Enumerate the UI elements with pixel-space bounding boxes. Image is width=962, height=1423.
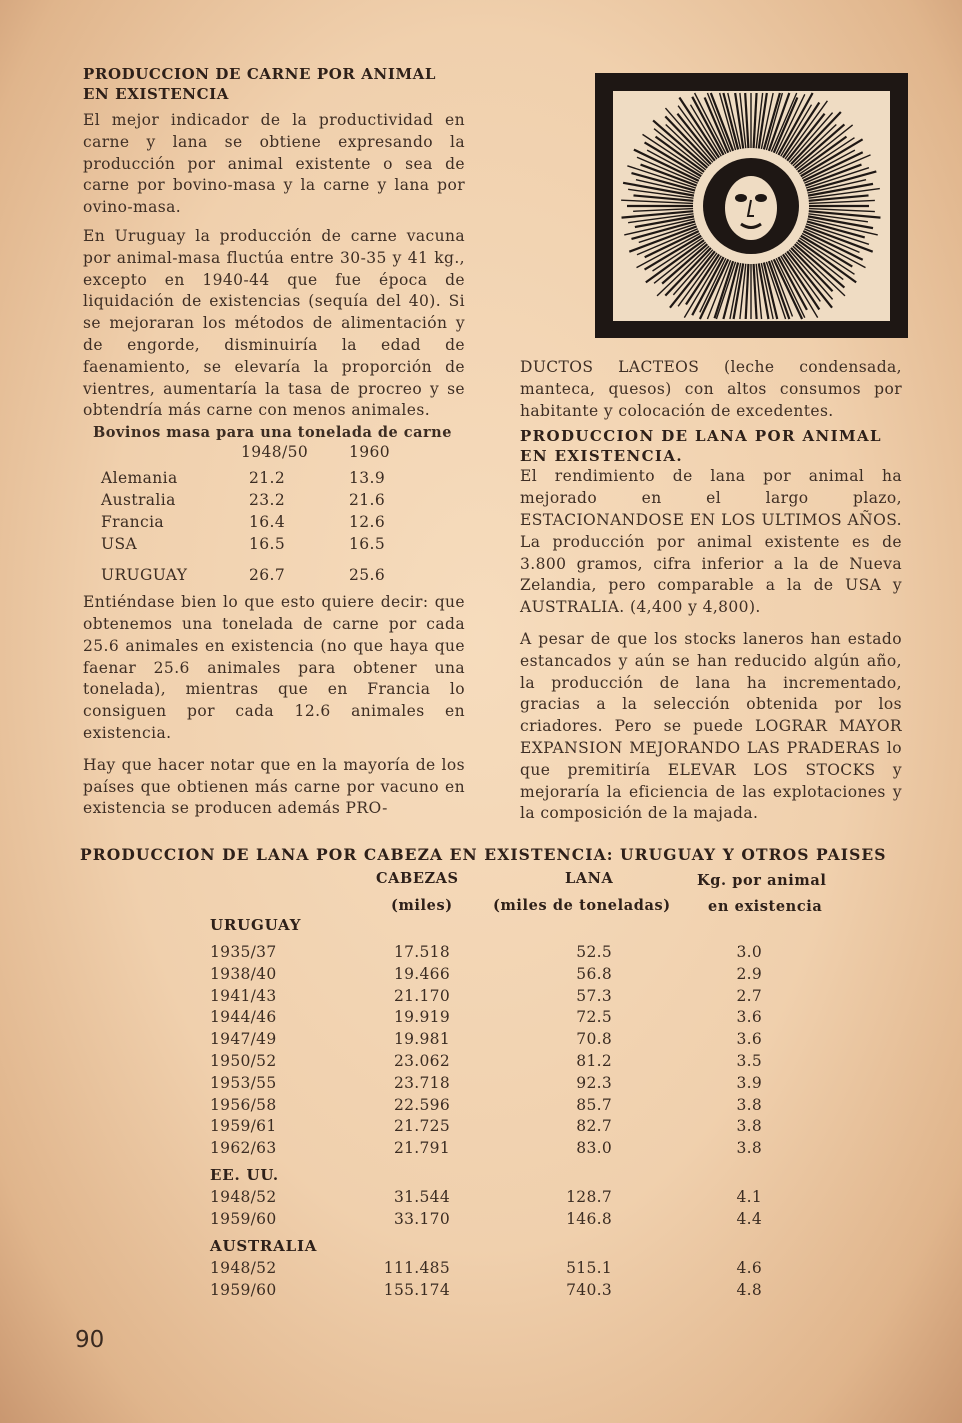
wool-table-title: PRODUCCION DE LANA POR CABEZA EN EXISTENCIA: URUGUAY Y OTROS PAISES	[80, 845, 887, 864]
cell-period: 1947/49	[210, 1030, 277, 1049]
page-number: 90	[75, 1327, 105, 1353]
bovinos-row: Alemania 21.2 13.9	[101, 469, 386, 488]
bovinos-table-title: Bovinos masa para una tonelada de carne	[93, 424, 452, 442]
cell-kg: 2.9	[736, 964, 762, 983]
col-header-heads: CABEZAS	[376, 870, 459, 887]
cell-period: 1956/58	[210, 1095, 277, 1114]
paragraph: DUCTOS LACTEOS (leche condensada, manteca, quesos) con altos consumos por habitante y colocación de excedentes.	[520, 358, 902, 420]
cell-heads: 17.518	[393, 943, 450, 961]
left-text-2	[83, 592, 465, 820]
cell-heads: 31.544	[393, 1188, 450, 1206]
cell-kg: 3.8	[736, 1139, 762, 1158]
cell-period: 1935/37	[210, 943, 277, 961]
section-heading-wool	[520, 426, 902, 466]
cell-kg: 3.9	[736, 1073, 762, 1092]
cell-kg: 2.7	[736, 986, 762, 1005]
cell-kg: 3.6	[736, 1030, 762, 1049]
col-header-wool-unit: (miles de toneladas)	[493, 897, 671, 914]
cell-period: 1962/63	[210, 1139, 277, 1158]
cell-wool: 515.1	[566, 1259, 612, 1277]
cell-heads: 111.485	[383, 1259, 450, 1277]
wool-group-label: AUSTRALIA	[210, 1237, 318, 1255]
col-header-1960: 1960	[349, 443, 391, 462]
wool-group-label: URUGUAY	[210, 916, 302, 934]
cell-kg: 4.1	[736, 1188, 762, 1206]
bovinos-row: USA 16.5 16.5	[101, 535, 386, 554]
sun-eye-left	[735, 194, 747, 202]
paragraph: A pesar de que los stocks laneros han estado estancados y aún se han reducido algún año, la producción de lana ha incrementado, gracias a la selección obtenida por los criadores. Pero se puede LOGRAR MAYOR EXPANSION MEJORANDO LAS PRADERAS lo que premitiría ELEVAR LOS STOCKS y mejoraría la eficiencia de las explotaciones y la composición de la majada.	[520, 629, 902, 823]
cell-heads: 21.791	[393, 1139, 450, 1158]
cell-wool: 52.5	[576, 943, 612, 961]
paragraph: El rendimiento de lana por animal ha mejorado en el largo plazo, ESTACIONANDOSE EN LOS ULTIMOS AÑOS. La producción por animal existente es de 3.800 gramos, cifra inferior a la de Nueva Zelandia, pero comparable a la de USA y AUSTRALIA. (4,400 y 4,800).	[520, 467, 902, 617]
cell-heads: 33.170	[393, 1209, 450, 1228]
paragraph: Entiéndase bien lo que esto quiere decir: que obtenemos una tonelada de carne por cada 25.6 animales en existencia (no que haya que faenar 25.6 animales para obtener una tonelada), mientras que en Francia lo consiguen por cada 12.6 animales en existencia.	[83, 593, 465, 742]
paragraph: Hay que hacer notar que en la mayoría de los países que obtienen más carne por vacuno en existencia se producen además PRO-	[83, 755, 465, 818]
cell-period: 1959/60	[210, 1209, 277, 1228]
heading-line: PRODUCCION DE CARNE POR ANIMAL	[83, 65, 437, 83]
cell-kg: 3.8	[736, 1095, 762, 1114]
cell-wool: 146.8	[566, 1209, 612, 1228]
right-text	[520, 357, 902, 422]
cell-period: 1959/61	[210, 1117, 277, 1136]
cell-heads: 23.062	[393, 1052, 450, 1070]
cell-wool: 92.3	[576, 1073, 612, 1092]
heading-line: EN EXISTENCIA	[83, 85, 229, 103]
left-column	[83, 64, 465, 827]
cell-kg: 4.4	[736, 1209, 762, 1228]
bovinos-row: Francia 16.4 12.6	[101, 513, 386, 532]
col-header-wool: LANA	[565, 870, 614, 887]
sun-face-illustration	[595, 73, 908, 338]
bovinos-table	[83, 424, 465, 588]
col-header-heads-unit: (miles)	[391, 897, 453, 914]
cell-kg: 3.8	[736, 1117, 762, 1136]
cell-period: 1950/52	[210, 1052, 277, 1070]
cell-heads: 155.174	[383, 1280, 450, 1299]
cell-heads: 21.170	[393, 986, 450, 1005]
cell-wool: 72.5	[576, 1008, 612, 1027]
cell-period: 1948/52	[210, 1188, 277, 1206]
cell-wool: 57.3	[576, 986, 612, 1005]
cell-period: 1959/60	[210, 1280, 277, 1299]
left-text	[83, 110, 465, 422]
cell-kg: 4.6	[736, 1259, 762, 1277]
col-header-kg: Kg. por animal	[697, 872, 827, 889]
cell-heads: 23.718	[393, 1073, 450, 1092]
bovinos-row: Australia 23.2 21.6	[101, 491, 386, 510]
cell-period: 1948/52	[210, 1259, 277, 1277]
bovinos-table-header	[83, 443, 465, 465]
sun-face	[725, 176, 777, 240]
cell-wool: 740.3	[566, 1280, 612, 1299]
cell-heads: 19.466	[393, 964, 450, 983]
sun-face-icon	[595, 73, 908, 338]
right-text-2	[520, 466, 902, 825]
cell-wool: 128.7	[566, 1188, 612, 1206]
cell-wool: 82.7	[576, 1117, 612, 1136]
cell-period: 1941/43	[210, 986, 277, 1005]
paragraph: En Uruguay la producción de carne vacuna por animal-masa fluctúa entre 30-35 y 41 kg., excepto en 1940-44 que fue época de liquidación de existencias (sequía del 40). Si se mejoraran los métodos de alimentación y de engorde, disminuiría la edad de faenamiento, se elevaría la proporción de vientres, aumentaría la tasa de procreo y se obtendría más carne con menos animales.	[83, 226, 465, 420]
cell-wool: 85.7	[576, 1095, 612, 1114]
cell-kg: 3.5	[736, 1052, 762, 1070]
cell-heads: 19.981	[393, 1030, 450, 1049]
cell-wool: 56.8	[576, 964, 612, 983]
paragraph: El mejor indicador de la productividad en carne y lana se obtiene expresando la producción por animal existente o sea de carne por bovino-masa y la carne y lana por ovino-masa.	[83, 111, 465, 217]
cell-kg: 4.8	[736, 1280, 762, 1299]
col-header-kg-unit: en existencia	[708, 898, 823, 915]
cell-kg: 3.0	[736, 943, 762, 961]
cell-heads: 22.596	[393, 1095, 450, 1114]
cell-heads: 21.725	[393, 1117, 450, 1136]
bovinos-row-uruguay: URUGUAY 26.7 25.6	[101, 566, 386, 585]
col-header-1948: 1948/50	[241, 443, 309, 462]
sun-eye-right	[755, 194, 767, 202]
cell-wool: 83.0	[576, 1139, 612, 1158]
cell-period: 1944/46	[210, 1008, 277, 1027]
wool-group-label: EE. UU.	[210, 1166, 279, 1184]
cell-wool: 81.2	[576, 1052, 612, 1070]
cell-wool: 70.8	[576, 1030, 612, 1049]
heading-line: PRODUCCION DE LANA POR ANIMAL	[520, 427, 883, 446]
cell-period: 1938/40	[210, 964, 277, 983]
heading-line: EN EXISTENCIA.	[520, 447, 684, 466]
cell-heads: 19.919	[393, 1008, 450, 1027]
cell-kg: 3.6	[736, 1008, 762, 1027]
cell-period: 1953/55	[210, 1073, 277, 1092]
section-heading-meat	[83, 64, 465, 104]
right-column	[520, 357, 902, 832]
